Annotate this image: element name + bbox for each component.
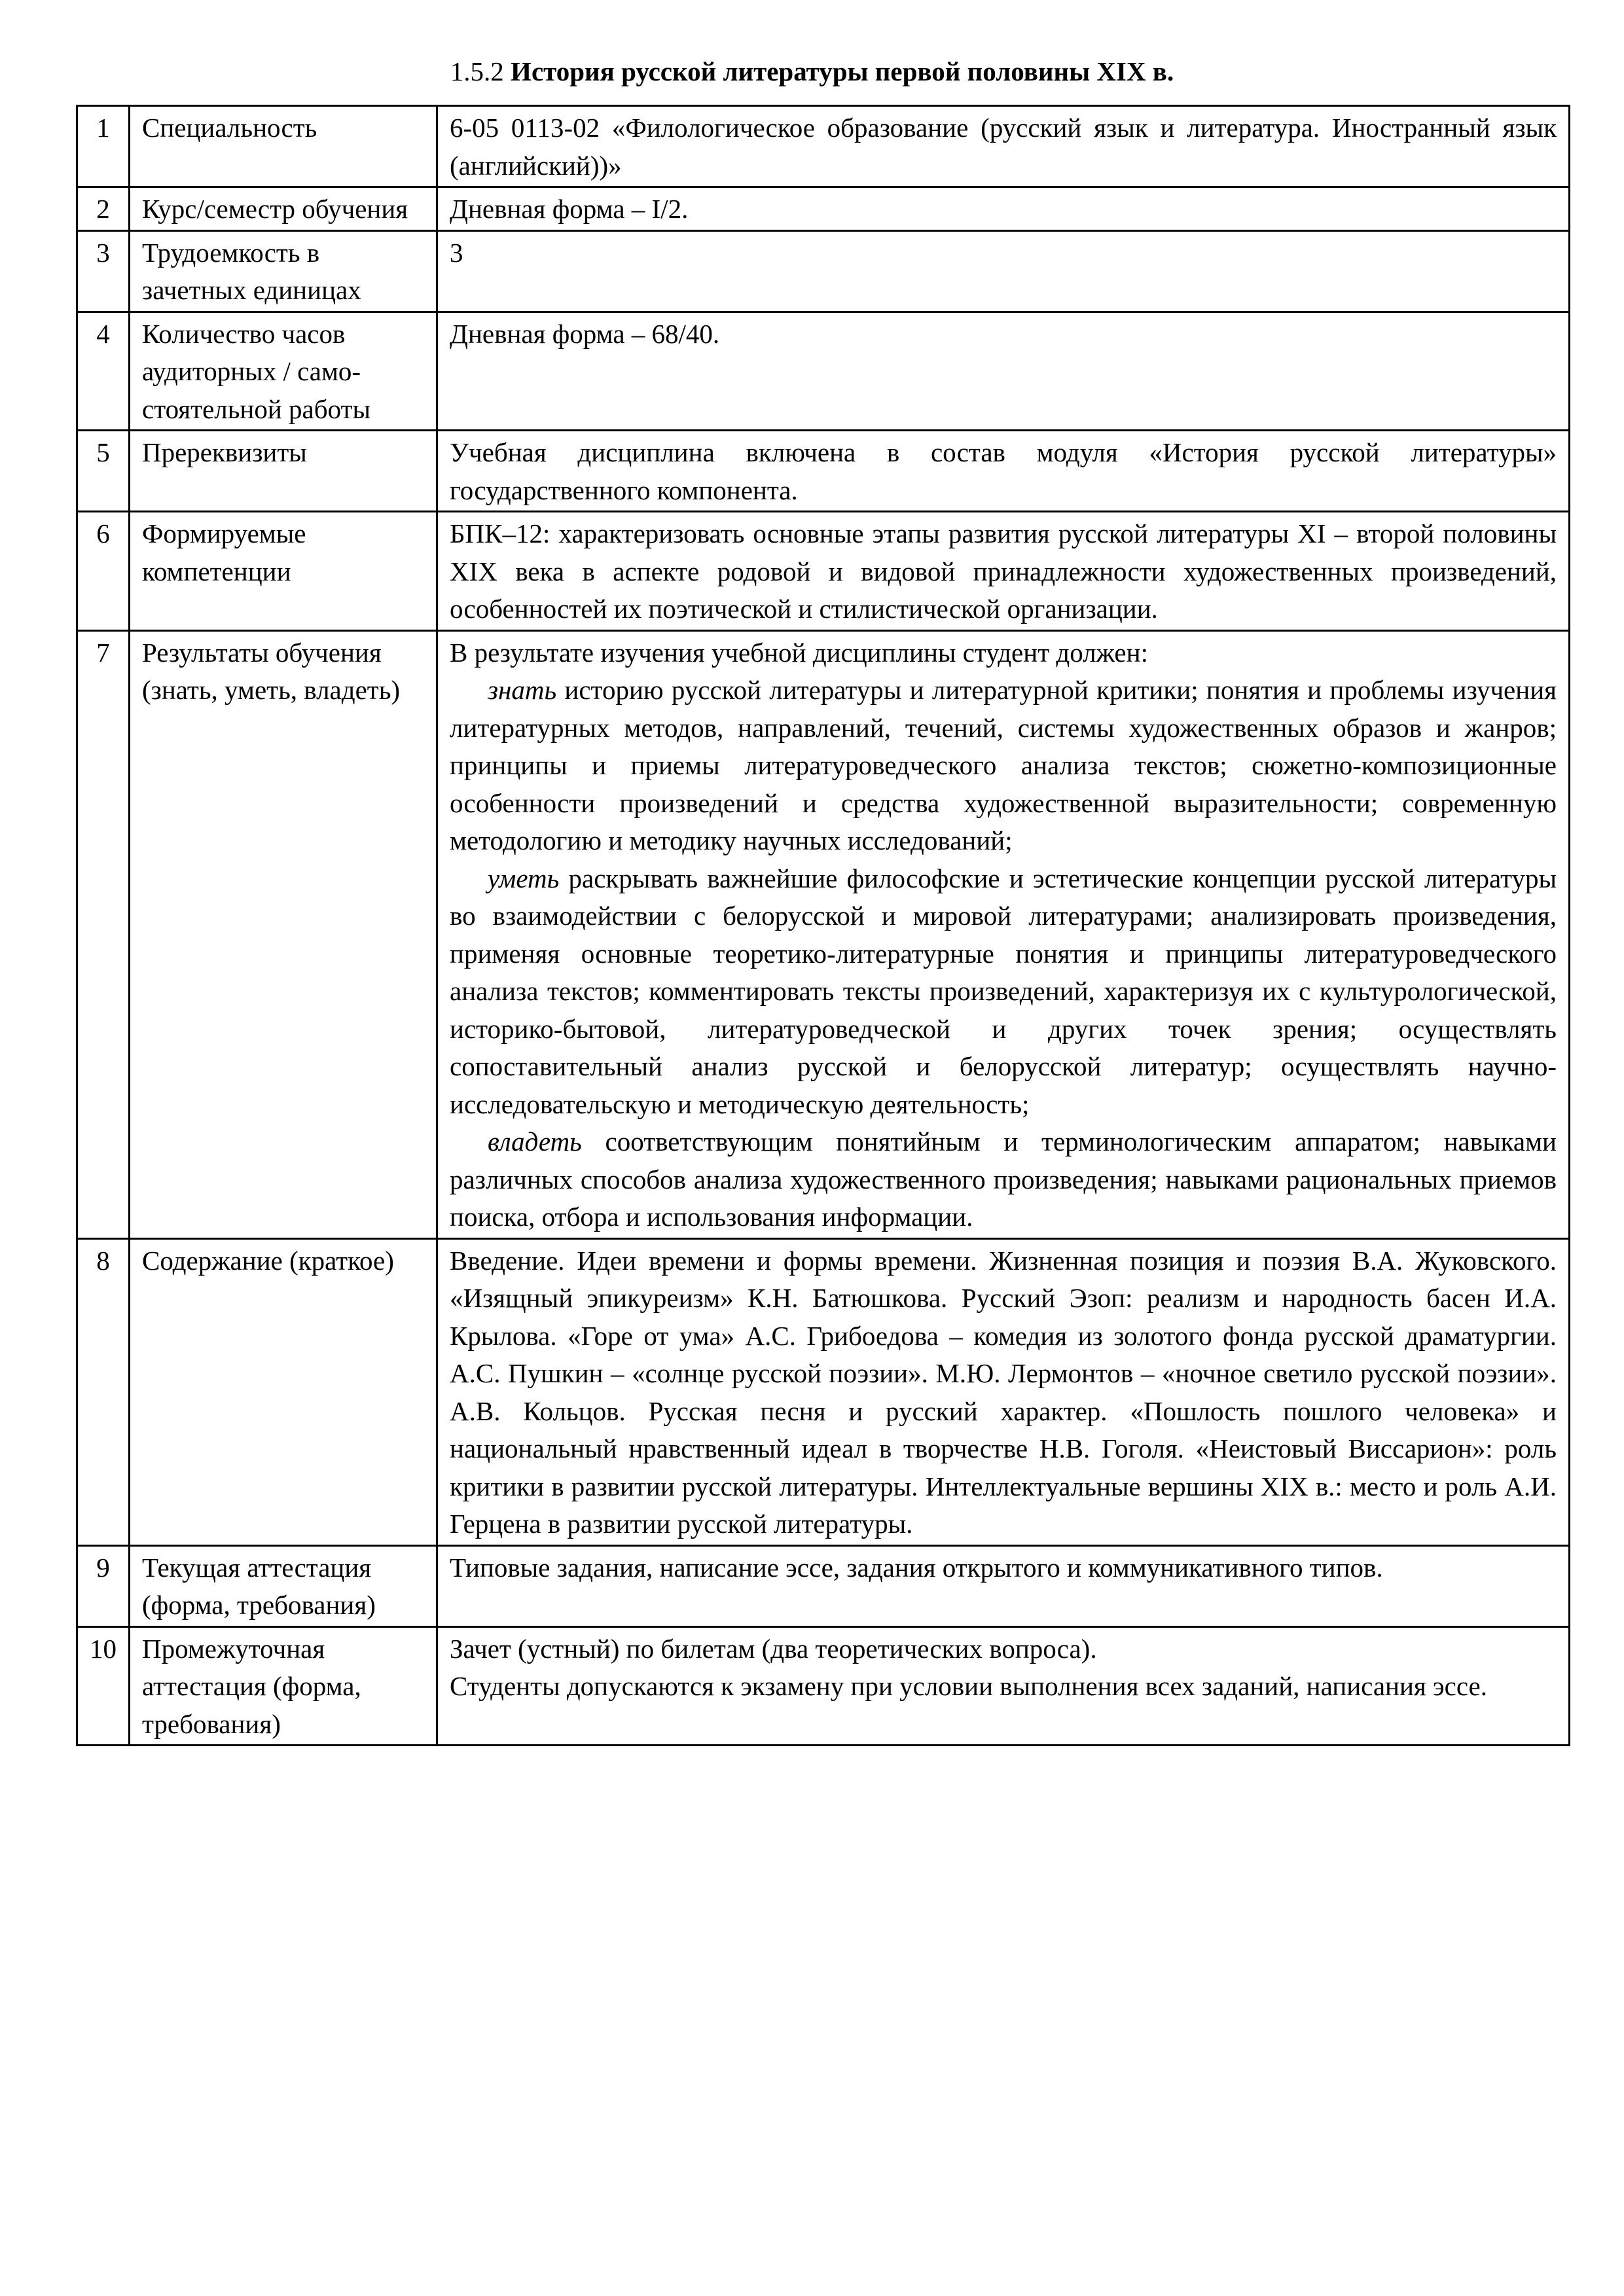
page-heading [0, 55, 1624, 88]
row-content: Дневная форма – 68/40. [437, 312, 1570, 431]
row-number: 3 [77, 230, 130, 312]
syllabus-table [76, 105, 1570, 1746]
row-number: 9 [77, 1545, 130, 1626]
row-number: 8 [77, 1238, 130, 1545]
interim-text-2: Студенты допускаются к экзамену при условии выполнения всех заданий, написания эссе. [450, 1671, 1487, 1701]
row-number: 2 [77, 187, 130, 231]
outcomes-own [450, 1123, 1557, 1236]
table-row-prerequisites [77, 431, 1570, 512]
row-content: Учебная дисциплина включена в состав модуля «История русской литературы» государственного компонента. [437, 431, 1570, 512]
can-keyword: уметь [488, 863, 560, 893]
row-label: Промежуточная аттестация (форма, требования) [130, 1626, 437, 1746]
row-label: Курс/семестр обучения [130, 187, 437, 231]
row-number: 5 [77, 431, 130, 512]
own-text: соответствующим понятийным и терминологическим аппаратом; навыками различных способов анализа художественного произведения; навыками рациональных приемов поиска, отбора и использования информации. [450, 1126, 1557, 1232]
row-content [437, 630, 1570, 1238]
table-row-current-assessment [77, 1545, 1570, 1626]
row-number: 7 [77, 630, 130, 1238]
row-label: Формируемые компетенции [130, 512, 437, 631]
row-label: Количество часов аудиторных / само-стоятельной работы [130, 312, 437, 431]
row-content: Типовые задания, написание эссе, задания открытого и коммуникативного типов. [437, 1545, 1570, 1626]
table-row-learning-outcomes [77, 630, 1570, 1238]
interim-text-1: Зачет (устный) по билетам (два теоретических вопроса). [450, 1633, 1097, 1664]
row-content: БПК–12: характеризовать основные этапы развития русской литературы XI – второй половины XIX века в аспекте родовой и видовой принадлежности художественных произведений, особенностей их поэтической и стилистической организации. [437, 512, 1570, 631]
row-content: 6-05 0113-02 «Филологическое образование (русский язык и литература. Иностранный язык (английский))» [437, 106, 1570, 187]
table-row-course [77, 187, 1570, 231]
outcomes-intro: В результате изучения учебной дисциплины студент должен: [450, 637, 1148, 668]
row-number: 4 [77, 312, 130, 431]
know-keyword: знать [488, 675, 557, 705]
can-text: раскрывать важнейшие философские и эстетические концепции русской литературы во взаимодействии с белорусской и мировой литературами; анализировать произведения, применяя основные теоретико-литературные понятия и принципы литературоведческого анализа текстов; комментировать тексты произведений, характеризуя их с культурологической, историко-бытовой, литературоведческой и других точек зрения; осуществлять сопоставительный анализ русской и белорусской литератур; осуществлять научно-исследовательскую и методическую деятельность; [450, 863, 1557, 1119]
outcomes-can [450, 860, 1557, 1124]
know-text: историю русской литературы и литературной критики; понятия и проблемы изучения литературных методов, направлений, течений, системы художественных образов и жанров; принципы и приемы литературоведческого анализа текстов; сюжетно-композиционные особенности произведений и средства художественной выразительности; современную методологию и методику научных исследований; [450, 675, 1557, 855]
table-row-competencies [77, 512, 1570, 631]
row-content: Введение. Идеи времени и формы времени. Жизненная позиция и поэзия В.А. Жуковского. «Изящный эпикуреизм» К.Н. Батюшкова. Русский Эзоп: реализм и народность басен И.А. Крылова. «Горе от ума» А.С. Грибоедова – комедия из золотого фонда русской драматургии. А.С. Пушкин – «солнце русской поэзии». М.Ю. Лермонтов – «ночное светило русской поэзии». А.В. Кольцов. Русская песня и русский характер. «Пошлость пошлого человека» и национальный нравственный идеал в творчестве Н.В. Гоголя. «Неистовый Виссарион»: роль критики в развитии русской литературы. Интеллектуальные вершины XIX в.: место и роль А.И. Герцена в развитии русской литературы. [437, 1238, 1570, 1545]
table-row-content [77, 1238, 1570, 1545]
row-number: 10 [77, 1626, 130, 1746]
row-label: Содержание (краткое) [130, 1238, 437, 1545]
row-content [437, 1626, 1570, 1746]
heading-number: 1.5.2 [450, 56, 504, 86]
outcomes-know [450, 672, 1557, 860]
heading-title: История русской литературы первой половины XIX в. [511, 56, 1174, 86]
own-keyword: владеть [488, 1126, 582, 1157]
table-row-hours [77, 312, 1570, 431]
row-number: 6 [77, 512, 130, 631]
row-label: Специальность [130, 106, 437, 187]
row-number: 1 [77, 106, 130, 187]
row-label: Трудоемкость в зачетных единицах [130, 230, 437, 312]
table-row-specialty [77, 106, 1570, 187]
row-label: Текущая аттестация (форма, требования) [130, 1545, 437, 1626]
table-row-credits [77, 230, 1570, 312]
row-label: Пререквизиты [130, 431, 437, 512]
row-content: 3 [437, 230, 1570, 312]
row-content: Дневная форма – I/2. [437, 187, 1570, 231]
table-row-interim-assessment [77, 1626, 1570, 1746]
row-label: Результаты обучения (знать, уметь, владеть) [130, 630, 437, 1238]
